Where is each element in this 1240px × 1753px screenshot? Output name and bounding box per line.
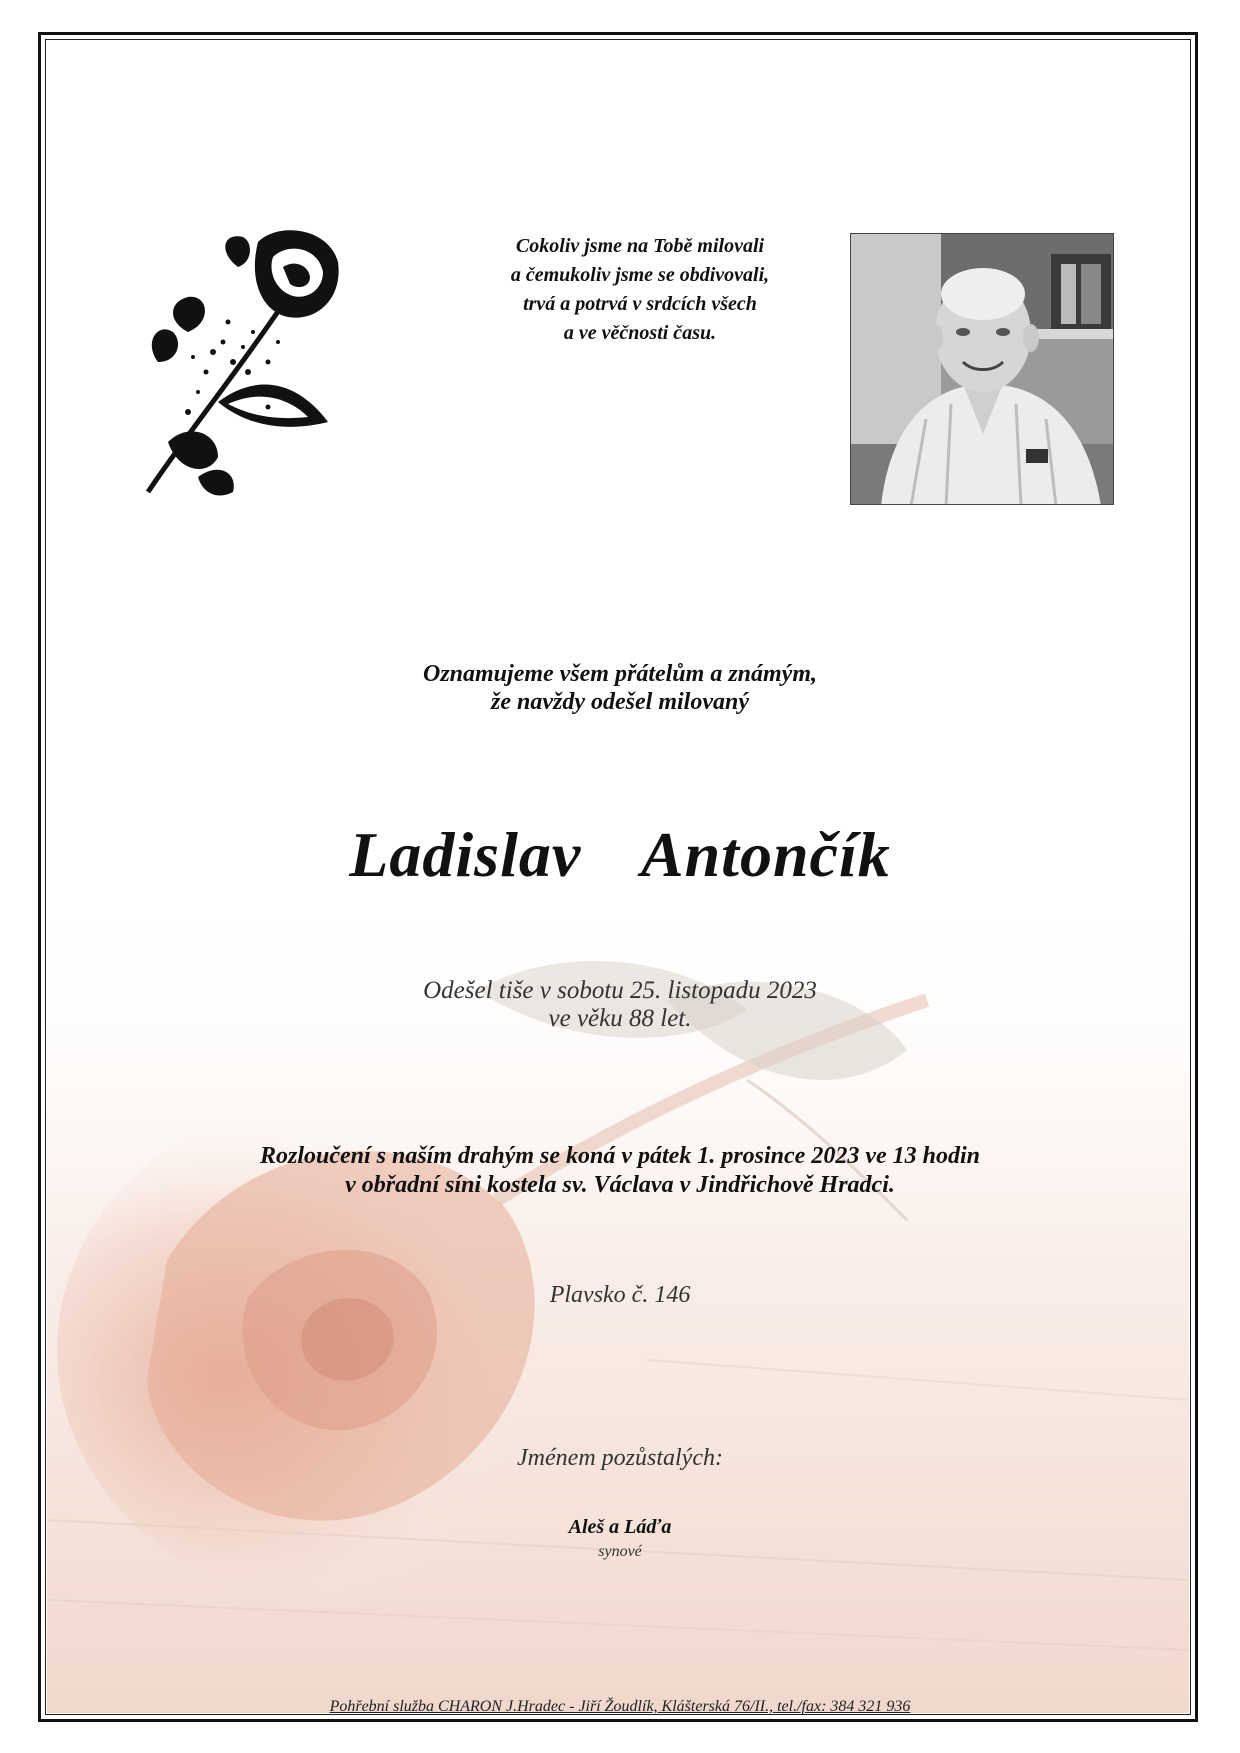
farewell-details — [0, 1142, 1240, 1200]
portrait-photo — [850, 233, 1114, 505]
survivor-relation: synové — [598, 1543, 642, 1560]
funeral-service-footer: Pohřební služba CHARON J.Hradec - Jiří Žoudlík, Klášterská 76/II., tel./fax: 384 321 936 — [329, 1698, 911, 1715]
poem-line: a čemukoliv jsme se obdivovali, — [510, 264, 770, 286]
deceased-name: Ladislav Antončík — [349, 819, 891, 890]
passing-line: ve věku 88 let. — [548, 1005, 692, 1032]
passing-line: Odešel tiše v sobotu 25. listopadu 2023 — [423, 977, 817, 1004]
announcement — [0, 660, 1240, 716]
farewell-line: Rozloučení s naším drahým se koná v pátek 1. prosince 2023 ve 13 hodin — [259, 1143, 981, 1169]
poem-line: Cokoliv jsme na Tobě milovali — [515, 235, 765, 257]
announcement-line: Oznamujeme všem přátelům a známým, — [422, 661, 817, 687]
poem-line: a ve věčnosti času. — [563, 322, 717, 344]
poem-line: trvá a potrvá v srdcích všech — [523, 293, 757, 315]
portrait-illustration — [851, 234, 1114, 505]
announcement-line: že navždy odešel milovaný — [491, 689, 749, 715]
survivor-names: Aleš a Láďa — [568, 1516, 672, 1538]
poem — [410, 232, 870, 348]
farewell-line: v obřadní síni kostela sv. Václava v Jindřichově Hradci. — [345, 1172, 895, 1198]
address: Plavsko č. 146 — [549, 1282, 691, 1308]
rose-sprig-icon — [128, 222, 343, 504]
on-behalf-label: Jménem pozůstalých: — [517, 1445, 723, 1471]
passing-details — [0, 977, 1240, 1033]
